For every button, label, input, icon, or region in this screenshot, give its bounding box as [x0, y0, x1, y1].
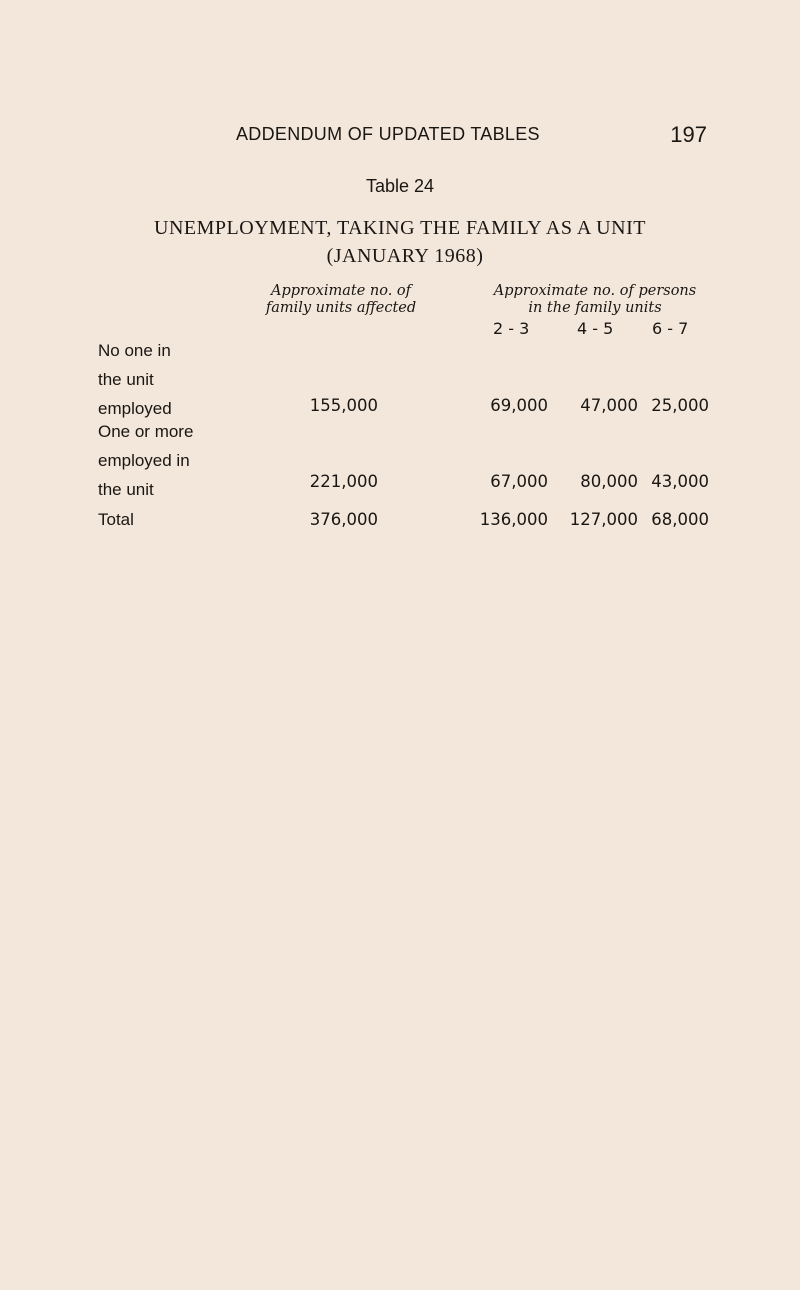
running-head: ADDENDUM OF UPDATED TABLES	[236, 124, 540, 144]
column-header-family-units-line1: Approximate no. of	[270, 283, 412, 299]
row-label-line: No one in	[98, 341, 171, 360]
row-label-line: Total	[98, 510, 134, 529]
page-number: 197	[670, 122, 707, 147]
table-title-line2: (JANUARY 1968)	[326, 245, 484, 267]
cell-persons-6-7: 68,000	[651, 510, 709, 529]
cell-family-units: 376,000	[309, 510, 378, 529]
cell-persons-2-3: 136,000	[479, 510, 548, 529]
row-label-total	[98, 505, 134, 534]
table-label: Table 24	[365, 176, 435, 196]
cell-persons-6-7: 43,000	[651, 472, 709, 491]
subcolumn-2-3: 2 - 3	[493, 319, 530, 338]
row-label-line: the unit	[98, 480, 154, 499]
subcolumn-4-5: 4 - 5	[577, 319, 614, 338]
cell-persons-4-5: 127,000	[569, 510, 638, 529]
column-header-persons	[470, 283, 720, 317]
cell-persons-4-5: 80,000	[580, 472, 638, 491]
cell-family-units: 155,000	[309, 396, 378, 415]
column-header-persons-line1: Approximate no. of persons	[493, 283, 697, 299]
table-title-line1: UNEMPLOYMENT, TAKING THE FAMILY AS A UNIT	[154, 217, 646, 239]
column-header-family-units	[236, 283, 446, 317]
row-label-line: One or more	[98, 422, 194, 441]
cell-persons-2-3: 67,000	[490, 472, 548, 491]
row-label-no-one-employed	[98, 336, 172, 423]
column-header-persons-line2: in the family units	[528, 300, 662, 316]
cell-persons-6-7: 25,000	[651, 396, 709, 415]
row-label-one-or-more-employed	[98, 417, 193, 504]
row-label-line: employed	[98, 399, 172, 418]
cell-family-units: 221,000	[309, 472, 378, 491]
cell-persons-4-5: 47,000	[580, 396, 638, 415]
row-label-line: the unit	[98, 370, 154, 389]
subcolumn-6-7: 6 - 7	[652, 319, 689, 338]
table-title	[0, 214, 800, 270]
column-header-family-units-line2: family units affected	[265, 300, 417, 316]
cell-persons-2-3: 69,000	[490, 396, 548, 415]
row-label-line: employed in	[98, 451, 190, 470]
